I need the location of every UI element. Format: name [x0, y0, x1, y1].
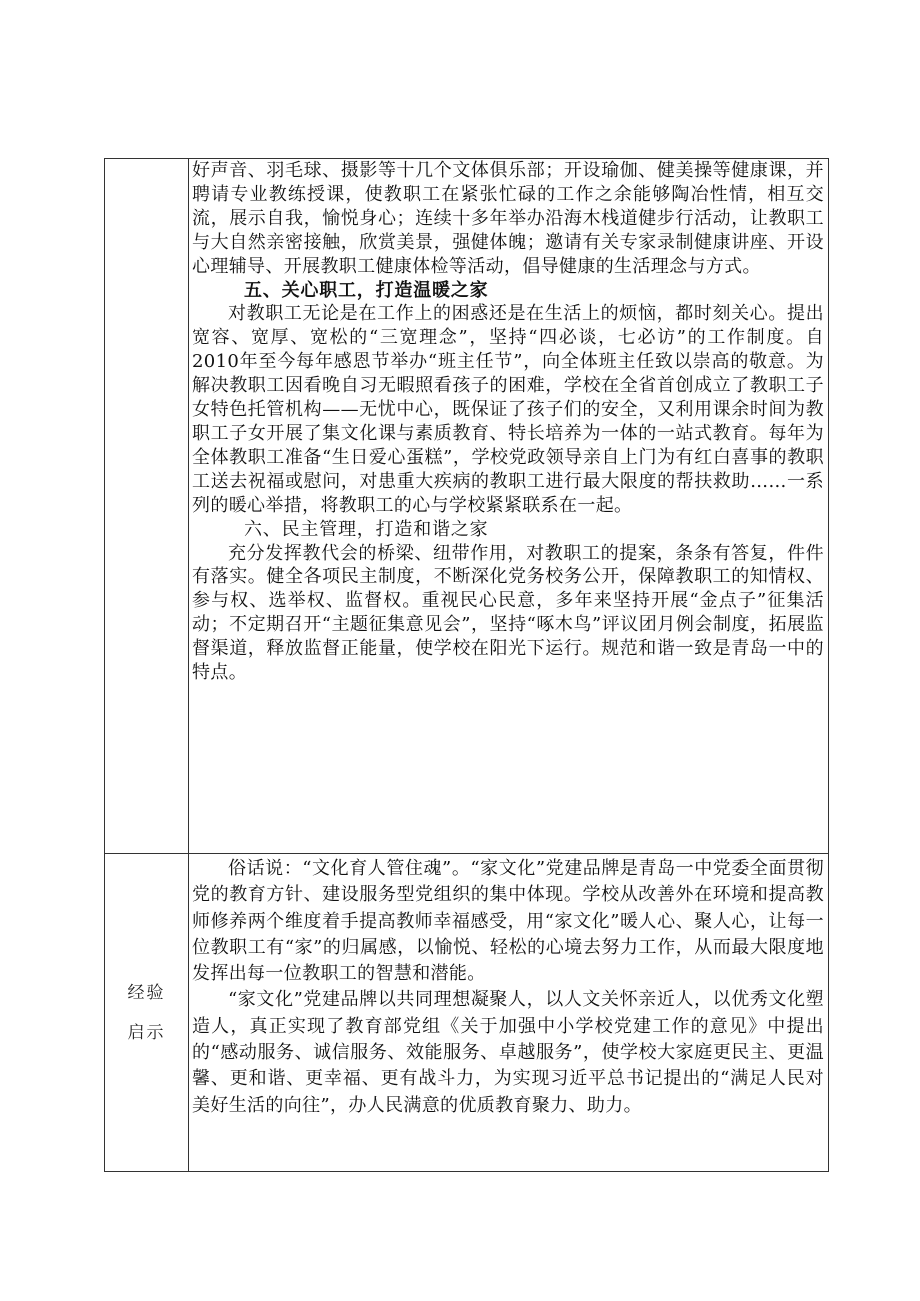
experience-label-line-2: 启示	[127, 1022, 166, 1043]
continued-paragraph: 好声音、羽毛球、摄影等十几个文体俱乐部；开设瑜伽、健美操等健康课，并聘请专业教练授课，使教职工在紧张忙碌的工作之余能够陶冶性情，相互交流，展示自我，愉悦身心；连续十多年举办沿海木栈道健步行活动，让教职工与大自然亲密接触，欣赏美景，强健体魄；邀请有关专家录制健康讲座、开设心理辅导、开展教职工健康体检等活动，倡导健康的生活理念与方式。	[192, 160, 824, 277]
experience-label-line-1: 经验	[127, 982, 166, 1003]
section-five-heading: 五、关心职工，打造温暖之家	[244, 279, 489, 301]
experience-label-cell	[105, 854, 189, 1172]
section-five-paragraph: 对教职工无论是在工作上的困惑还是在生活上的烦恼，都时刻关心。提出宽容、宽厚、宽松的“三宽理念”，坚持“四必谈，七必访”的工作制度。自2010年至今每年感恩节举办“班主任节”，向全体班主任致以崇高的敬意。为解决教职工因看晚自习无暇照看孩子的困难，学校在全省首创成立了教职工子女特色托管机构——无忧中心，既保证了孩子们的安全，又利用课余时间为教职工子女开展了集文化课与素质教育、特长培养为一体的一站式教育。每年为全体教职工准备“生日爱心蛋糕”，学校党政领导亲自上门为有红白喜事的教职工送去祝福或慰问，对患重大疾病的教职工进行最大限度的帮扶救助……一系列的暖心举措，将教职工的心与学校紧紧联系在一起。	[192, 303, 824, 516]
document-table	[104, 158, 829, 1172]
section-six-paragraph: 充分发挥教代会的桥梁、纽带作用，对教职工的提案，条条有答复，件件有落实。健全各项民主制度，不断深化党务校务公开，保障教职工的知情权、参与权、选举权、监督权。重视民心民意，多年来坚持开展“金点子”征集活动；不定期召开“主题征集意见会”，坚持“啄木鸟”评议团月例会制度，拓展监督渠道，释放监督正能量，使学校在阳光下运行。规范和谐一致是青岛一中的特点。	[192, 542, 824, 684]
practice-content-cell	[189, 159, 829, 854]
experience-paragraph-2: “家文化”党建品牌以共同理想凝聚人，以人文关怀亲近人，以优秀文化塑造人，真正实现了教育部党组《关于加强中小学校党建工作的意见》中提出的“感动服务、诚信服务、效能服务、卓越服务”，使学校大家庭更民主、更温馨、更和谐、更幸福、更有战斗力，为实现习近平总书记提出的“满足人民对美好生活的向往”，办人民满意的优质教育聚力、助力。	[192, 989, 824, 1116]
experience-paragraph-1: 俗话说：“文化育人管住魂”。“家文化”党建品牌是青岛一中党委全面贯彻党的教育方针、建设服务型党组织的集中体现。学校从改善外在环境和提高教师修养两个维度着手提高教师幸福感受，用“家文化”暖人心、聚人心，让每一位教职工有“家”的归属感，以愉悦、轻松的心境去努力工作，从而最大限度地发挥出每一位教职工的智慧和潜能。	[192, 858, 824, 985]
table-row	[105, 854, 829, 1172]
table-row	[105, 159, 829, 854]
empty-label-cell	[105, 159, 189, 854]
section-six-heading: 六、民主管理，打造和谐之家	[244, 518, 489, 540]
experience-content-cell	[189, 854, 829, 1172]
